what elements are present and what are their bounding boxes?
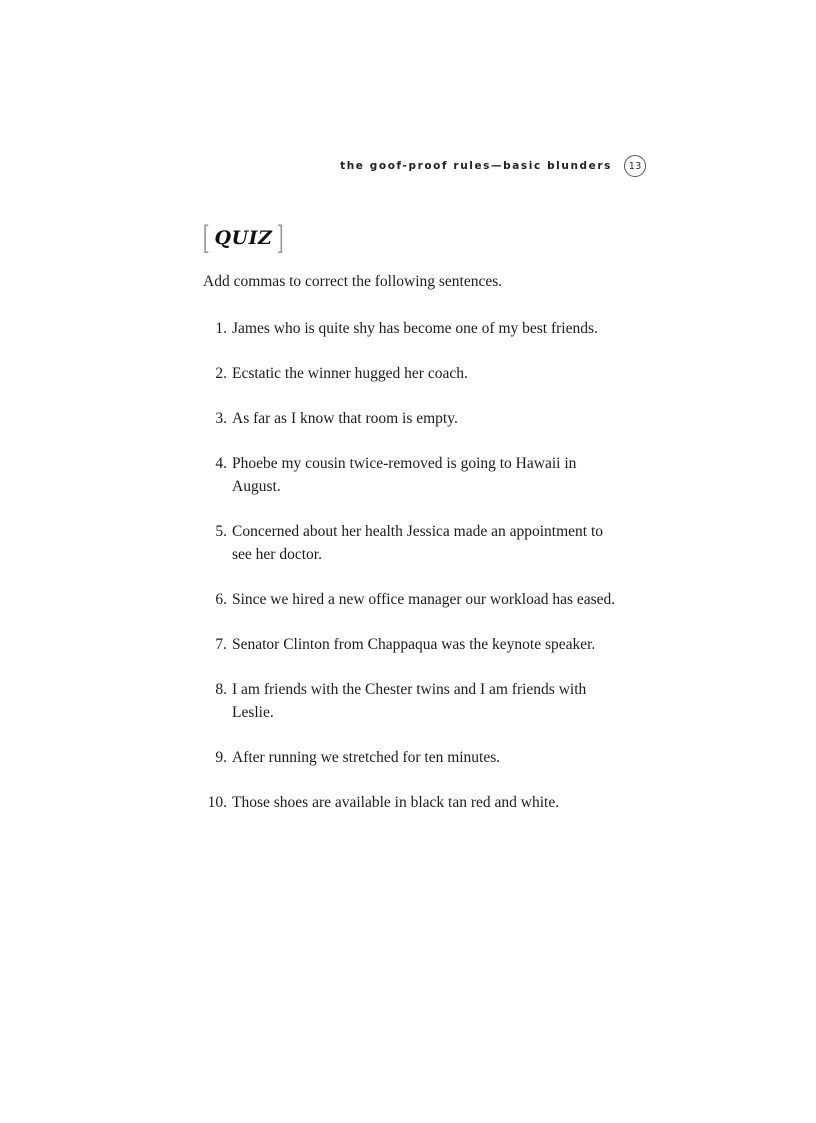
quiz-item-text: James who is quite shy has become one of my best friends.: [232, 320, 598, 337]
quiz-item-text: Those shoes are available in black tan red and white.: [232, 794, 560, 811]
quiz-item-number: 1.: [215, 320, 227, 337]
right-bracket-ornament: ]: [277, 219, 285, 257]
quiz-item: [203, 588, 623, 611]
page-number: 13: [624, 155, 646, 177]
quiz-item: [203, 362, 623, 385]
quiz-item-number: 2.: [215, 365, 227, 382]
quiz-item-text: As far as I know that room is empty.: [232, 410, 458, 427]
quiz-item: [203, 678, 623, 724]
quiz-item-text: After running we stretched for ten minutes.: [232, 749, 501, 766]
quiz-title: QUIZ: [214, 227, 273, 249]
quiz-item-number: 6.: [215, 591, 227, 608]
quiz-item-number: 3.: [215, 410, 227, 427]
quiz-item-text: I am friends with the Chester twins and I am friends with Leslie.: [232, 681, 587, 721]
quiz-item: [203, 407, 623, 430]
quiz-item-text: Ecstatic the winner hugged her coach.: [232, 365, 468, 382]
quiz-heading: [200, 219, 287, 257]
left-bracket-ornament: [: [202, 219, 210, 257]
quiz-item-number: 5.: [215, 523, 227, 540]
quiz-instructions: Add commas to correct the following sentences.: [203, 273, 503, 290]
quiz-item: [203, 452, 623, 498]
quiz-item-number: 9.: [215, 749, 227, 766]
quiz-item-number: 4.: [215, 455, 227, 472]
quiz-item: [203, 746, 623, 769]
quiz-item: [203, 520, 623, 566]
quiz-item: [203, 317, 623, 340]
quiz-item-text: Since we hired a new office manager our workload has eased.: [232, 591, 616, 608]
quiz-list: [203, 317, 623, 836]
running-head: [340, 155, 646, 177]
quiz-item-text: Phoebe my cousin twice-removed is going to Hawaii in August.: [232, 455, 577, 495]
quiz-item-text: Concerned about her health Jessica made an appointment to see her doctor.: [232, 523, 604, 563]
quiz-item-number: 8.: [215, 681, 227, 698]
quiz-item-text: Senator Clinton from Chappaqua was the keynote speaker.: [232, 636, 596, 653]
quiz-item: [203, 633, 623, 656]
quiz-item: [203, 791, 623, 814]
running-head-text: the goof-proof rules—basic blunders: [340, 160, 612, 172]
quiz-item-number: 7.: [215, 636, 227, 653]
quiz-item-number: 10.: [207, 794, 227, 811]
